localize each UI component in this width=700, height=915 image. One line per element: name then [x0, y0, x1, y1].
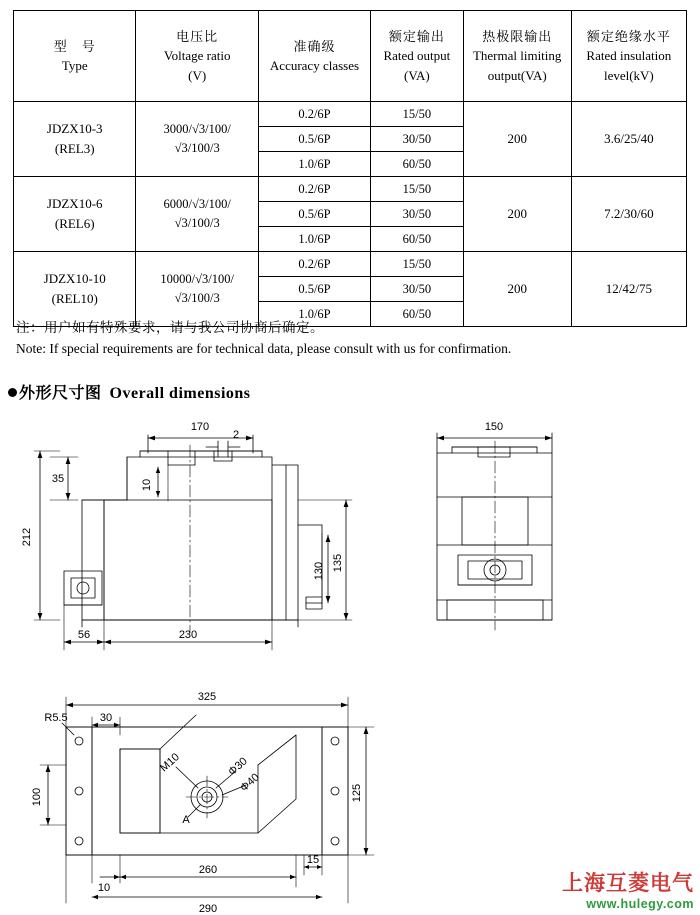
- dimension-drawings-svg: [0, 405, 700, 915]
- dim-plan-260: 260: [198, 864, 218, 876]
- table-row: [14, 177, 687, 202]
- section-heading: [8, 380, 251, 403]
- cell-accuracy: 0.2/6P: [258, 177, 370, 202]
- section-heading-cn: 外形尺寸图: [19, 385, 102, 402]
- cell-voltage-ratio: 6000/√3/100/ √3/100/3: [136, 177, 258, 252]
- dim-plan-10: 10: [97, 882, 111, 894]
- cell-rated-output: 60/50: [371, 227, 464, 252]
- cell-model: JDZX10-6 (REL6): [14, 177, 136, 252]
- dim-plan-30: 30: [99, 712, 113, 724]
- table-header-row: [14, 11, 687, 102]
- cell-accuracy: 0.5/6P: [258, 127, 370, 152]
- cell-accuracy: 1.0/6P: [258, 152, 370, 177]
- dim-front-130: 130: [313, 561, 325, 581]
- dim-plan-325: 325: [197, 691, 217, 703]
- cell-thermal: 200: [463, 177, 571, 252]
- dim-front-2: 2: [232, 429, 240, 441]
- dim-front-230: 230: [178, 629, 198, 641]
- cell-rated-output: 30/50: [371, 277, 464, 302]
- header-type: 型 号 Type: [14, 11, 136, 102]
- dim-plan-15: 15: [306, 854, 320, 866]
- cell-rated-output: 60/50: [371, 152, 464, 177]
- cell-model: JDZX10-3 (REL3): [14, 102, 136, 177]
- table-row: [14, 252, 687, 277]
- cell-insulation: 12/42/75: [571, 252, 686, 327]
- header-rated-output: 额定输出 Rated output (VA): [371, 11, 464, 102]
- cell-model: JDZX10-10 (REL10): [14, 252, 136, 327]
- dim-front-35: 35: [51, 473, 65, 485]
- cell-accuracy: 1.0/6P: [258, 302, 370, 327]
- dim-plan-125: 125: [351, 783, 363, 803]
- table-body: [14, 102, 687, 327]
- dim-front-135: 135: [332, 553, 344, 573]
- header-rated-insulation-level: 额定绝缘水平 Rated insulation level(kV): [571, 11, 686, 102]
- dim-front-170: 170: [190, 421, 210, 433]
- dim-plan-phi30: Φ30: [226, 755, 250, 779]
- cell-thermal: 200: [463, 102, 571, 177]
- watermark-company: 上海互菱电气: [562, 872, 694, 896]
- note-english: Note: If special requirements are for technical data, please consult with us for confirmation.: [16, 341, 512, 356]
- dim-plan-phi40: Φ40: [238, 771, 262, 795]
- table-row: [14, 102, 687, 127]
- cell-voltage-ratio: 10000/√3/100/ √3/100/3: [136, 252, 258, 327]
- cell-accuracy: 0.5/6P: [258, 202, 370, 227]
- dim-plan-m10: M10: [158, 751, 182, 775]
- cell-rated-output: 15/50: [371, 102, 464, 127]
- bullet-icon: [8, 388, 17, 397]
- header-accuracy-classes: 准确级 Accuracy classes: [258, 11, 370, 102]
- watermark-url: www.hulegy.com: [586, 896, 694, 911]
- cell-rated-output: 30/50: [371, 127, 464, 152]
- note-chinese: 注：用户如有特殊要求，请与我公司协商后确定。: [16, 320, 324, 335]
- cell-accuracy: 1.0/6P: [258, 227, 370, 252]
- dim-plan-290: 290: [198, 903, 218, 915]
- dim-front-56: 56: [77, 629, 91, 641]
- side-view: [437, 433, 552, 630]
- table-header: [14, 11, 687, 102]
- specification-table: [13, 10, 687, 327]
- cell-rated-output: 60/50: [371, 302, 464, 327]
- cell-voltage-ratio: 3000/√3/100/ √3/100/3: [136, 102, 258, 177]
- dim-plan-r55: R5.5: [44, 712, 68, 724]
- cell-insulation: 3.6/25/40: [571, 102, 686, 177]
- header-voltage-ratio: 电压比 Voltage ratio (V): [136, 11, 258, 102]
- section-heading-en: Overall dimensions: [109, 385, 251, 402]
- cell-accuracy: 0.2/6P: [258, 102, 370, 127]
- cell-accuracy: 0.2/6P: [258, 252, 370, 277]
- cell-accuracy: 0.5/6P: [258, 277, 370, 302]
- cell-thermal: 200: [463, 252, 571, 327]
- drawings-area: [0, 405, 700, 915]
- dim-plan-100: 100: [31, 787, 43, 807]
- front-view: [34, 435, 352, 650]
- watermark: [562, 872, 694, 911]
- cell-rated-output: 30/50: [371, 202, 464, 227]
- cell-insulation: 7.2/30/60: [571, 177, 686, 252]
- dim-plan-a: A: [182, 814, 190, 826]
- cell-rated-output: 15/50: [371, 252, 464, 277]
- dim-front-10: 10: [141, 478, 153, 492]
- header-thermal-limiting-output: 热极限输出 Thermal limiting output(VA): [463, 11, 571, 102]
- cell-rated-output: 15/50: [371, 177, 464, 202]
- dim-front-212: 212: [21, 527, 33, 547]
- dim-side-150: 150: [484, 421, 504, 433]
